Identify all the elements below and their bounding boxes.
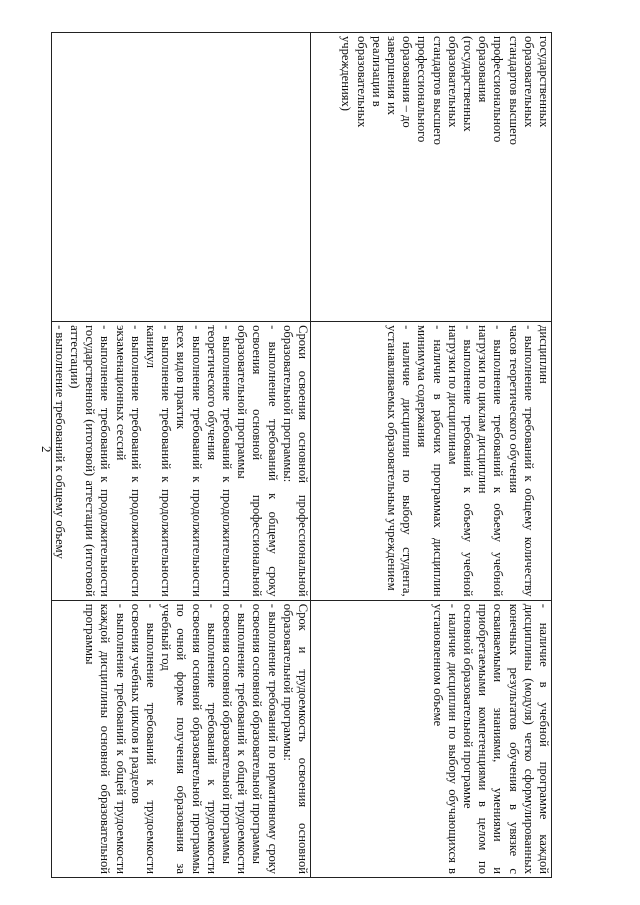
cell-text-line: - наличие в учебной программе каждой дисциплины (модуля) четко сформулированных конечных результатов обучения в увязке с осваиваемыми знаниями, умениями и приобретаемыми компетенциями в целом по основной образовательной программе — [460, 603, 551, 874]
table-row — [311, 33, 552, 878]
cell-text-line: учреждениях) — [339, 36, 354, 111]
requirements-table — [51, 32, 552, 878]
table-cell-criteria — [311, 33, 552, 322]
cell-text-line: - выполнение требований к общей трудоемкости каждой дисциплины основной образовательной программы — [83, 603, 128, 874]
table-cell-old-standard — [311, 322, 552, 601]
cell-text-line: - выполнение требований к продолжительности экзаменационных сессий — [113, 325, 143, 597]
cell-text-line: - выполнение требований к продолжительности государственной (итоговой) аттестации (итоговой аттестации) — [67, 325, 113, 597]
rotated-page-content — [52, 0, 620, 905]
cell-text-line: профессионального — [415, 36, 430, 143]
cell-text-line: завершения их — [384, 36, 399, 116]
table-cell-new-standard — [311, 600, 552, 877]
cell-text-line: - выполнение требований к продолжительности теоретического обучения — [204, 325, 234, 597]
table-cell-old-standard — [51, 322, 310, 601]
page-number: 2 — [39, 446, 54, 453]
cell-text-line: образовательных — [354, 36, 369, 128]
cell-text-line: образования – до — [400, 36, 415, 128]
cell-text-line: - выполнение требований к продолжительности каникул — [143, 325, 174, 597]
cell-text-line: дисциплин — [537, 325, 551, 384]
cell-text-line: - выполнение требований к объему учебной нагрузки по дисциплинам — [445, 325, 475, 597]
cell-text-line: - выполнение требований к продолжительности всех видов практик — [174, 325, 204, 597]
cell-text-line: (государственных — [460, 36, 475, 132]
cell-text-line: - выполнение требований к общей трудоемкости освоения основной образовательной программы — [219, 603, 250, 874]
cell-text-line: реализации в — [369, 36, 384, 107]
table-cell-new-standard — [51, 600, 310, 877]
cell-text-line: - наличие дисциплин по выбору обучающихся в установленном объеме — [430, 603, 460, 874]
cell-text-line: - выполнение требований к трудоемкости освоения основной образовательной программы по очной форме получения образования за учебный год — [159, 603, 219, 874]
cell-text-line: государственных — [537, 36, 551, 128]
cell-text-line: - выполнение требований к трудоемкости освоения учебных циклов и разделов — [128, 603, 158, 874]
cell-text-line: стандартов высшего — [506, 36, 521, 145]
cell-text-line: - выполнение требований к общему сроку освоения основной профессиональной образовательной программы — [235, 325, 280, 597]
cell-text-line: - наличие дисциплин по выбору студента, устанавливаемых образовательным учреждением — [384, 325, 415, 597]
cell-text-line: Срок и трудоемкость освоения основной образовательной программы: — [280, 603, 310, 874]
cell-text-line: стандартов высшего — [430, 36, 445, 145]
cell-text-line: - выполнение требований к общему количеству часов теоретического обучения — [506, 325, 536, 597]
cell-text-line: образовательных — [445, 36, 460, 128]
cell-text-line: образования — [476, 36, 491, 103]
cell-text-line: - выполнение требований по нормативному сроку освоения основной образовательной программы — [250, 603, 280, 874]
cell-text-line: - выполнение требований к общему объему — [52, 325, 67, 559]
table-cell-criteria — [51, 33, 310, 322]
cell-text-line: образовательных — [521, 36, 536, 128]
cell-text-line: профессионального — [491, 36, 506, 143]
cell-text-line: Сроки освоения основной профессиональной образовательной программы: — [280, 325, 310, 597]
cell-text-line: - наличие в рабочих программах дисциплин минимума содержания — [415, 325, 445, 597]
table-row — [51, 33, 310, 878]
cell-text-line: - выполнение требований к объему учебной нагрузки по циклам дисциплин — [476, 325, 506, 597]
